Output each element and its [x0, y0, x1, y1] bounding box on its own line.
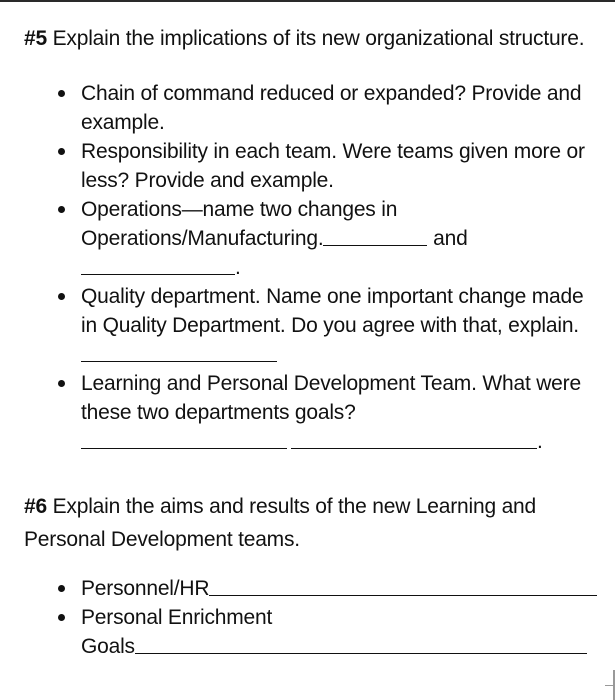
- question-5-list: [24, 79, 604, 456]
- item-text: Goals: [81, 635, 135, 658]
- bullet-icon: [58, 293, 65, 300]
- item-text: Personnel/HR: [81, 577, 210, 600]
- question-6-list: [24, 574, 604, 661]
- list-item: [24, 282, 604, 369]
- item-end-punct: .: [235, 256, 241, 279]
- item-text: Operations—name two changes in Operations/Manufacturing.: [81, 198, 398, 250]
- answer-blank[interactable]: [81, 430, 287, 449]
- item-text: Responsibility in each team. Were teams given more or less? Provide and example.: [81, 140, 585, 192]
- question-6-heading: [24, 490, 604, 556]
- top-border: [0, 0, 615, 2]
- answer-blank[interactable]: [209, 577, 597, 596]
- scroll-edge-tick: [605, 685, 615, 687]
- bullet-icon: [58, 206, 65, 213]
- worksheet: [24, 22, 604, 661]
- list-item: [24, 574, 604, 603]
- question-5-heading: [24, 22, 604, 55]
- item-text: Chain of command reduced or expanded? Provide and example.: [81, 82, 582, 134]
- item-text: Personal Enrichment: [81, 606, 273, 629]
- answer-blank[interactable]: [291, 430, 537, 449]
- item-end-punct: .: [537, 430, 543, 453]
- list-item: [24, 369, 604, 456]
- answer-blank[interactable]: [135, 635, 587, 654]
- list-item: [24, 603, 604, 661]
- list-item: [24, 195, 604, 282]
- list-item: [24, 79, 604, 137]
- answer-blank[interactable]: [81, 343, 277, 362]
- bullet-icon: [58, 380, 65, 387]
- question-6-text: Explain the aims and results of the new Learning and Personal Development teams.: [24, 495, 537, 551]
- question-5-number: #5: [24, 27, 47, 50]
- item-text: Learning and Personal Development Team. What were these two departments goals?: [81, 372, 581, 424]
- bullet-icon: [58, 614, 65, 621]
- bullet-icon: [58, 148, 65, 155]
- question-5-text: Explain the implications of its new organizational structure.: [46, 27, 585, 50]
- question-6-number: #6: [24, 495, 47, 518]
- list-item: [24, 137, 604, 195]
- answer-blank[interactable]: [81, 256, 235, 275]
- item-text-and: and: [433, 227, 468, 250]
- answer-blank[interactable]: [323, 227, 427, 246]
- bullet-icon: [58, 585, 65, 592]
- item-text: Quality department. Name one important change made in Quality Department. Do you agree with that, explain.: [81, 285, 584, 337]
- bullet-icon: [58, 90, 65, 97]
